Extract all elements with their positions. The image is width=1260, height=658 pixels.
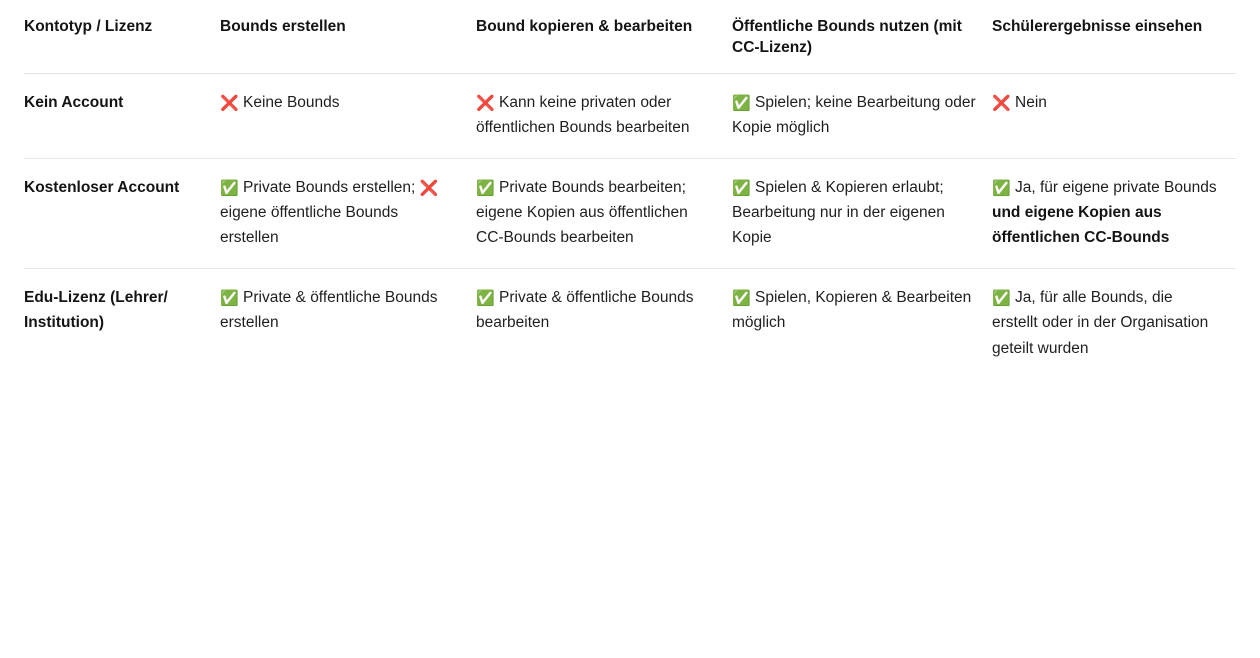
column-header-bounds-erstellen: Bounds erstellen bbox=[220, 8, 476, 73]
check-mark-icon bbox=[476, 181, 495, 196]
row-label-kostenloser-account: Kostenloser Account bbox=[24, 158, 220, 268]
cell-text: Private & öffentliche Bounds bearbeiten bbox=[476, 289, 694, 332]
cell-edu-schuelerergebnisse bbox=[992, 269, 1236, 379]
check-mark-icon bbox=[220, 291, 239, 306]
check-mark-icon bbox=[992, 181, 1011, 196]
cross-mark-icon bbox=[992, 96, 1011, 111]
cross-mark-icon bbox=[476, 96, 495, 111]
column-header-bound-kopieren: Bound kopieren & bearbeiten bbox=[476, 8, 732, 73]
cell-text-secondary: eigene öffentliche Bounds erstellen bbox=[220, 204, 399, 247]
check-mark-icon bbox=[220, 181, 239, 196]
table-header-row bbox=[24, 8, 1236, 73]
cell-text: Nein bbox=[1015, 93, 1047, 111]
cell-text: Spielen & Kopieren erlaubt; Bearbeitung nur in der eigenen Kopie bbox=[732, 178, 945, 247]
cell-kein-account-schuelerergebnisse bbox=[992, 73, 1236, 158]
row-label-kein-account: Kein Account bbox=[24, 73, 220, 158]
cell-text-emphasis: und eigene Kopien aus öffentlichen CC-Bounds bbox=[992, 204, 1170, 247]
cell-text: Keine Bounds bbox=[243, 93, 340, 111]
row-label-edu-lizenz: Edu-Lizenz (Lehrer/ Institution) bbox=[24, 289, 168, 332]
cell-edu-bound-kopieren bbox=[476, 269, 732, 379]
cross-mark-icon bbox=[420, 181, 439, 196]
cell-text: Private Bounds bearbeiten; eigene Kopien aus öffentlichen CC-Bounds bearbeiten bbox=[476, 178, 688, 247]
column-header-schuelerergebnisse: Schülerergebnisse einsehen bbox=[992, 8, 1236, 73]
column-header-kontotyp: Kontotyp / Lizenz bbox=[24, 8, 220, 73]
cell-text: Spielen, Kopieren & Bearbeiten möglich bbox=[732, 289, 972, 332]
cell-kein-account-bound-kopieren bbox=[476, 73, 732, 158]
cell-kostenlos-schuelerergebnisse bbox=[992, 158, 1236, 268]
table-row bbox=[24, 73, 1236, 158]
table-header bbox=[24, 8, 1236, 73]
cell-kostenlos-bounds-erstellen bbox=[220, 158, 476, 268]
cell-text: Ja, für eigene private Bounds bbox=[1015, 178, 1217, 196]
check-mark-icon bbox=[992, 291, 1011, 306]
comparison-table bbox=[24, 8, 1236, 379]
cell-kein-account-bounds-erstellen bbox=[220, 73, 476, 158]
cell-text: Spielen; keine Bearbeitung oder Kopie möglich bbox=[732, 93, 976, 136]
cell-text: Private & öffentliche Bounds erstellen bbox=[220, 289, 438, 332]
cell-text: Private Bounds erstellen; bbox=[243, 178, 420, 196]
check-mark-icon bbox=[732, 181, 751, 196]
cell-text: Kann keine privaten oder öffentlichen Bounds bearbeiten bbox=[476, 93, 690, 136]
cross-mark-icon bbox=[220, 96, 239, 111]
cell-text: Ja, für alle Bounds, die erstellt oder in der Organisation geteilt wurden bbox=[992, 289, 1209, 357]
cell-kostenlos-bound-kopieren bbox=[476, 158, 732, 268]
table-body bbox=[24, 73, 1236, 378]
cell-edu-oeffentliche-bounds bbox=[732, 269, 992, 379]
table-row bbox=[24, 269, 1236, 379]
cell-kein-account-oeffentliche-bounds bbox=[732, 73, 992, 158]
cell-kostenlos-oeffentliche-bounds bbox=[732, 158, 992, 268]
check-mark-icon bbox=[476, 291, 495, 306]
check-mark-icon bbox=[732, 96, 751, 111]
column-header-oeffentliche-bounds: Öffentliche Bounds nutzen (mit CC-Lizenz) bbox=[732, 8, 992, 73]
table-row bbox=[24, 158, 1236, 268]
check-mark-icon bbox=[732, 291, 751, 306]
cell-edu-bounds-erstellen bbox=[220, 269, 476, 379]
